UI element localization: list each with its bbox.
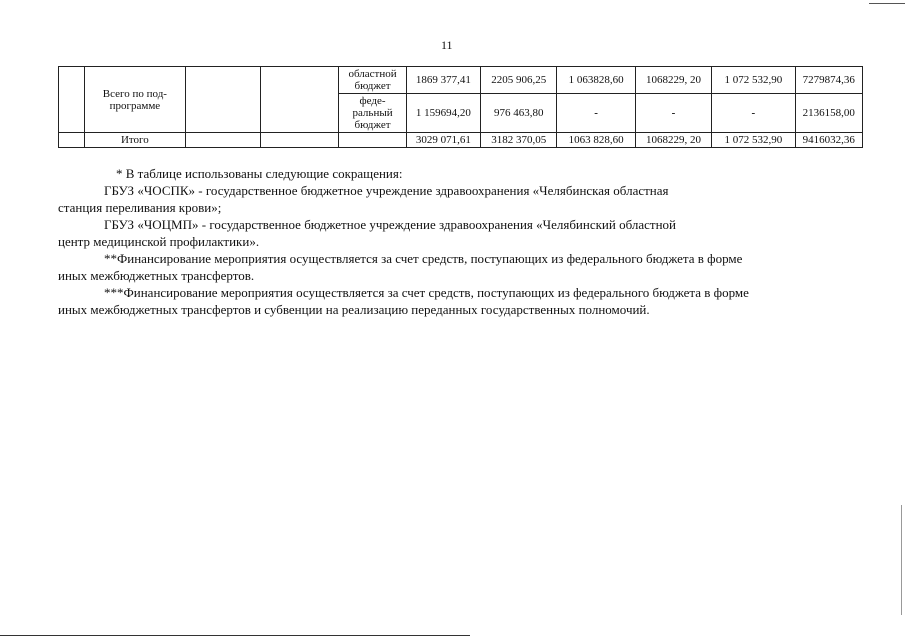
value-cell: 1869 377,41 xyxy=(406,67,480,94)
value-cell: 1 072 532,90 xyxy=(712,67,795,94)
value-cell: - xyxy=(635,94,711,133)
footnotes xyxy=(58,165,858,318)
table-row xyxy=(59,67,863,94)
value-cell: 1 063828,60 xyxy=(557,67,635,94)
budget-table xyxy=(58,66,863,148)
total-value-cell: 9416032,36 xyxy=(795,133,862,148)
value-cell: 1 159694,20 xyxy=(406,94,480,133)
value-cell: 976 463,80 xyxy=(481,94,557,133)
value-cell: 7279874,36 xyxy=(795,67,862,94)
value-cell: - xyxy=(712,94,795,133)
total-value-cell: 3029 071,61 xyxy=(406,133,480,148)
abbrev-title: * В таблице использованы следующие сокращения: xyxy=(116,166,403,181)
row-label: Всего по под-программе xyxy=(85,67,186,133)
table-cell xyxy=(59,133,85,148)
abbrev-2-line-2: центр медицинской профилактики». xyxy=(58,234,260,249)
table-cell xyxy=(59,67,85,133)
value-cell: - xyxy=(557,94,635,133)
abbrev-1-line-2: станция переливания крови»; xyxy=(58,200,222,215)
table-cell xyxy=(185,67,260,133)
total-label: Итого xyxy=(85,133,186,148)
total-value-cell: 3182 370,05 xyxy=(481,133,557,148)
total-value-cell: 1063 828,60 xyxy=(557,133,635,148)
total-value-cell: 1 072 532,90 xyxy=(712,133,795,148)
note-2-line-1: **Финансирование мероприятия осуществляется за счет средств, поступающих из федерального бюджета в форме xyxy=(104,251,743,266)
abbrev-1-line-1: ГБУЗ «ЧОСПК» - государственное бюджетное учреждение здравоохранения «Челябинская областная xyxy=(104,183,669,198)
note-3-line-1: ***Финансирование мероприятия осуществляется за счет средств, поступающих из федерального бюджета в форме xyxy=(104,285,749,300)
total-value-cell: 1068229, 20 xyxy=(635,133,711,148)
page-number: 11 xyxy=(441,38,453,52)
value-cell: 2205 906,25 xyxy=(481,67,557,94)
value-cell: 1068229, 20 xyxy=(635,67,711,94)
table-cell xyxy=(261,133,339,148)
scan-edge-top xyxy=(869,3,905,4)
note-2-line-2: иных межбюджетных трансфертов. xyxy=(58,268,255,283)
abbrev-2-line-1: ГБУЗ «ЧОЦМП» - государственное бюджетное учреждение здравоохранения «Челябинский областной xyxy=(104,217,677,232)
table-cell xyxy=(185,133,260,148)
note-3-line-2: иных межбюджетных трансфертов и субвенции на реализацию переданных государственных полномочий. xyxy=(58,302,650,317)
table-cell xyxy=(261,67,339,133)
source-cell: областной бюджет xyxy=(339,67,406,94)
table-row-total xyxy=(59,133,863,148)
value-cell: 2136158,00 xyxy=(795,94,862,133)
scan-edge-bottom xyxy=(0,635,470,636)
scan-edge-right xyxy=(901,505,902,615)
table-cell xyxy=(339,133,406,148)
source-cell: феде-ральный бюджет xyxy=(339,94,406,133)
